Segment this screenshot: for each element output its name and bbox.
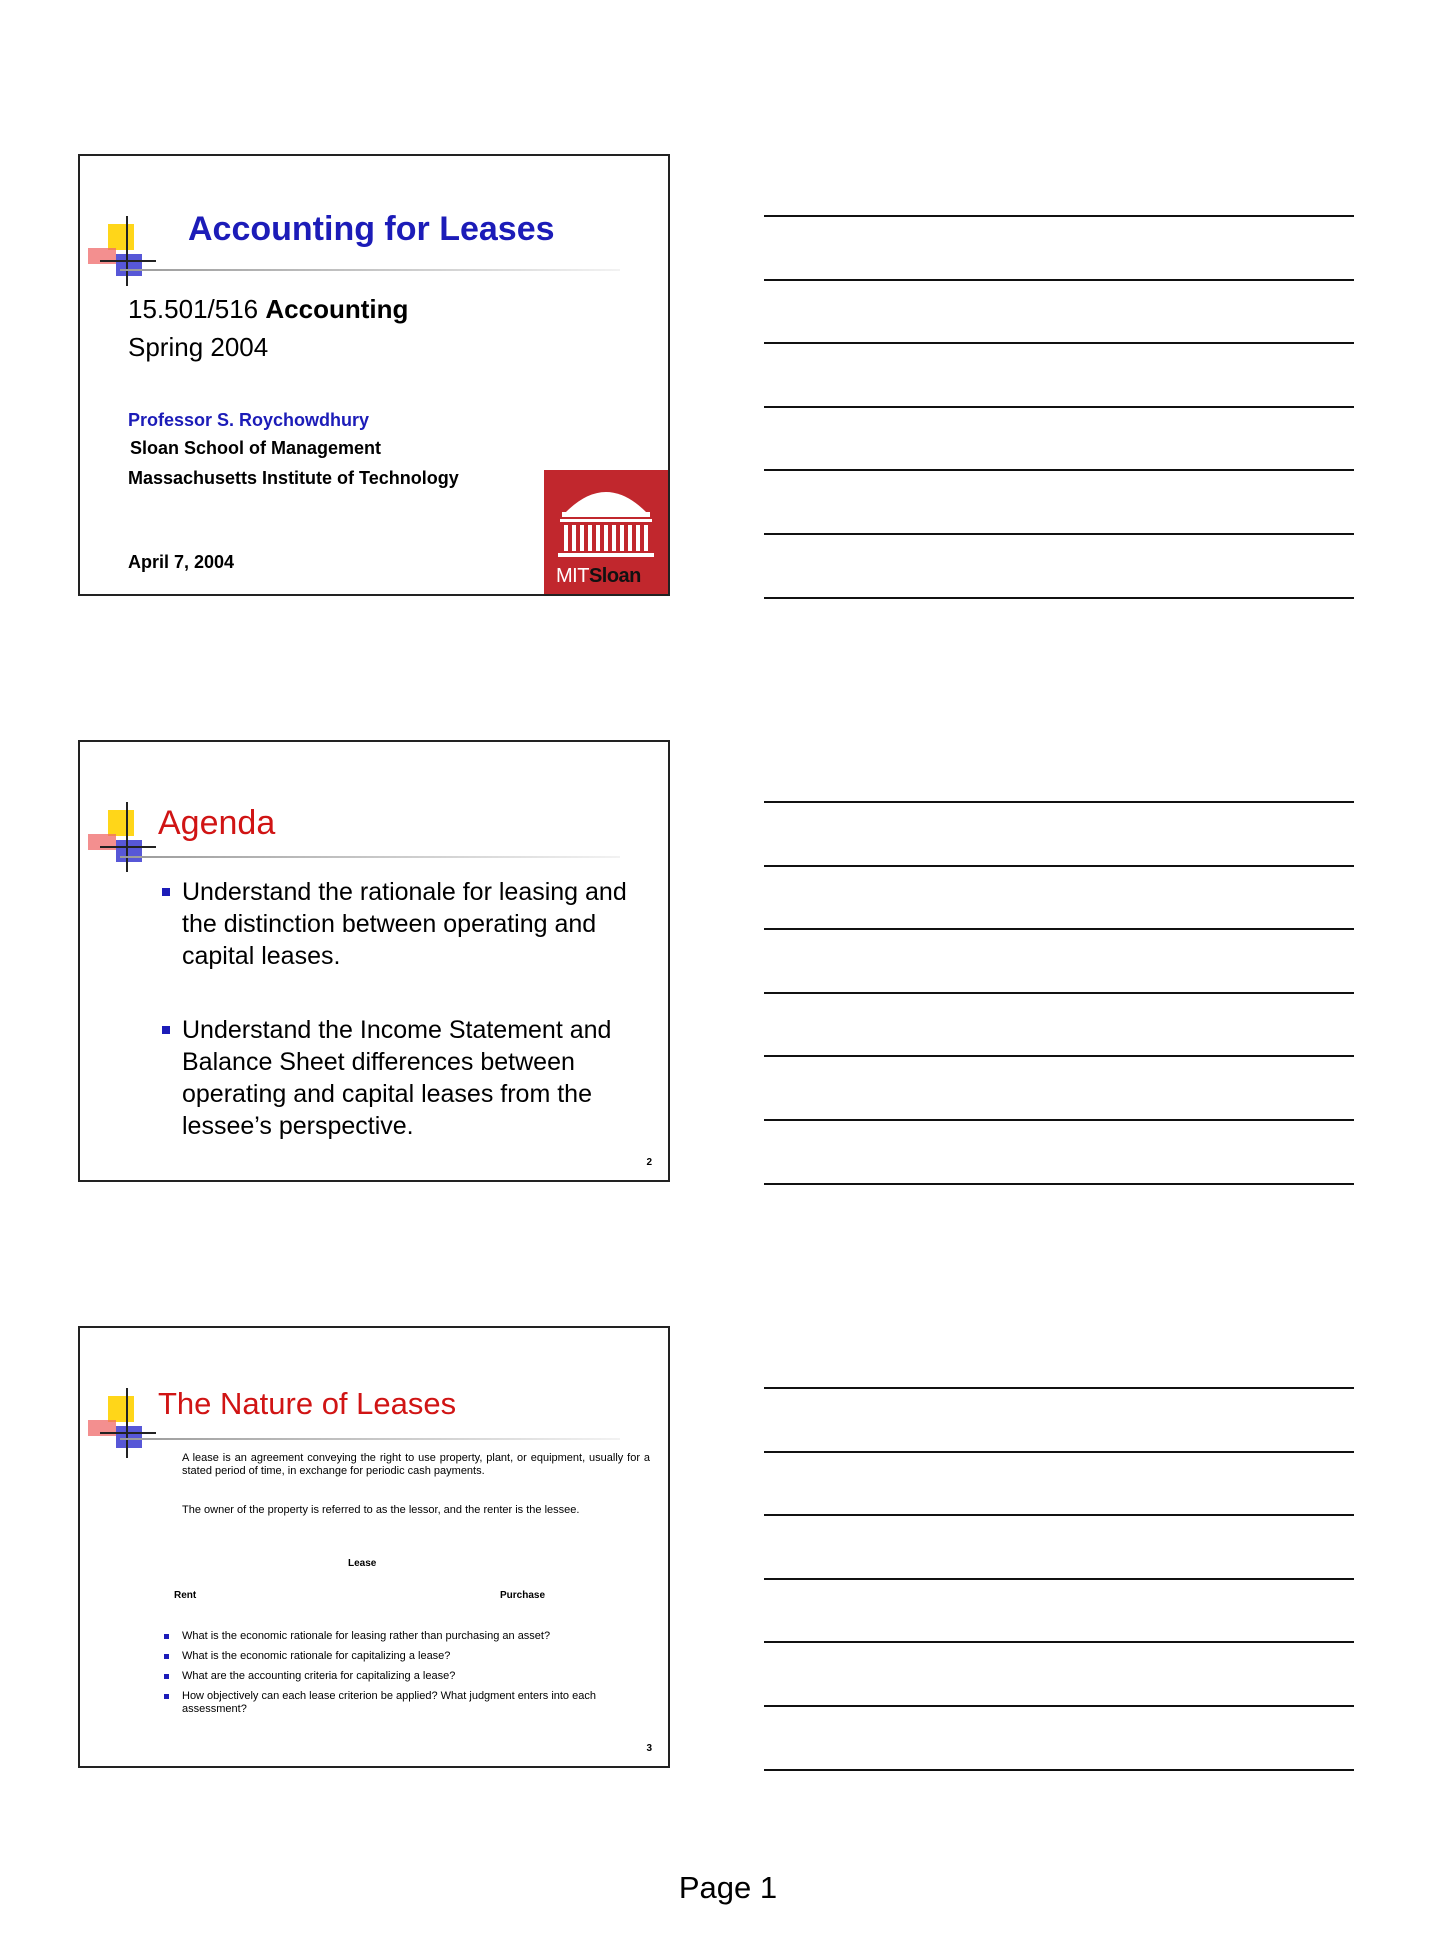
note-line [764,1451,1354,1453]
list-item: What are the accounting criteria for capitalizing a lease? [160,1670,638,1683]
course-line: 15.501/516 Accounting [128,294,409,324]
date: April 7, 2004 [128,552,235,572]
note-line [764,1641,1354,1643]
note-line [764,342,1354,344]
school: Sloan School of Management [130,438,382,458]
note-line [764,215,1354,217]
institution: Massachusetts Institute of Technology [128,468,459,488]
list-item: What is the economic rationale for capitalizing a lease? [160,1650,638,1663]
professor: Professor S. Roychowdhury [128,410,370,430]
note-line [764,1514,1354,1516]
title-rule [120,269,620,271]
note-line [764,279,1354,281]
bullet-icon [164,1654,169,1659]
question-list [160,1630,638,1723]
note-line [764,469,1354,471]
agenda-list [160,876,660,1182]
slide-logo-icon [86,802,156,872]
slide-3 [78,1326,670,1768]
slide-title: Agenda [158,804,276,842]
slide-2 [78,740,670,1182]
list-item: Understand the Income Statement and Balance Sheet differences between operating and capital leases from the lessee’s perspective. [160,1014,660,1142]
paragraph-lessor: The owner of the property is referred to as the lessor, and the renter is the lessee. [182,1504,580,1516]
mit-sloan-logo-icon [544,470,668,594]
slide-logo-icon [86,216,156,286]
note-line [764,1119,1354,1121]
slide-page-number: 3 [646,1743,652,1754]
list-item: Understand the rationale for leasing and the distinction between operating and capital leases. [160,876,660,972]
note-line [764,1387,1354,1389]
note-line [764,801,1354,803]
bullet-icon [162,888,170,896]
logo-mit: MIT [556,565,589,587]
note-line [764,1769,1354,1771]
note-line [764,533,1354,535]
diagram-lease-label: Lease [348,1558,377,1569]
note-line [764,992,1354,994]
slide-title: The Nature of Leases [158,1386,457,1421]
title-rule [120,1438,620,1440]
slide-logo-icon [86,1388,156,1458]
note-line [764,1705,1354,1707]
page-label: Page 1 [678,1870,778,1905]
note-line [764,597,1354,599]
diagram-purchase-label: Purchase [500,1590,546,1601]
term: Spring 2004 [128,332,269,362]
note-line [764,1055,1354,1057]
paragraph-definition: A lease is an agreement conveying the right to use property, plant, or equipment, usually for a stated period of time, in exchange for periodic cash payments. [182,1452,650,1477]
note-line [764,1578,1354,1580]
slide-1 [78,154,670,596]
note-line [764,406,1354,408]
slide-page-number: 2 [646,1157,652,1168]
logo-sloan: Sloan [588,565,641,587]
note-line [764,928,1354,930]
title-rule [120,856,620,858]
bullet-icon [162,1026,170,1034]
slide-title: Accounting for Leases [188,210,555,248]
bullet-icon [164,1674,169,1679]
bullet-icon [164,1694,169,1699]
diagram-rent-label: Rent [174,1590,197,1601]
list-item: How objectively can each lease criterion be applied? What judgment enters into each assessment? [160,1690,638,1716]
list-item: What is the economic rationale for leasing rather than purchasing an asset? [160,1630,638,1643]
note-line [764,865,1354,867]
bullet-icon [164,1634,169,1639]
note-line [764,1183,1354,1185]
